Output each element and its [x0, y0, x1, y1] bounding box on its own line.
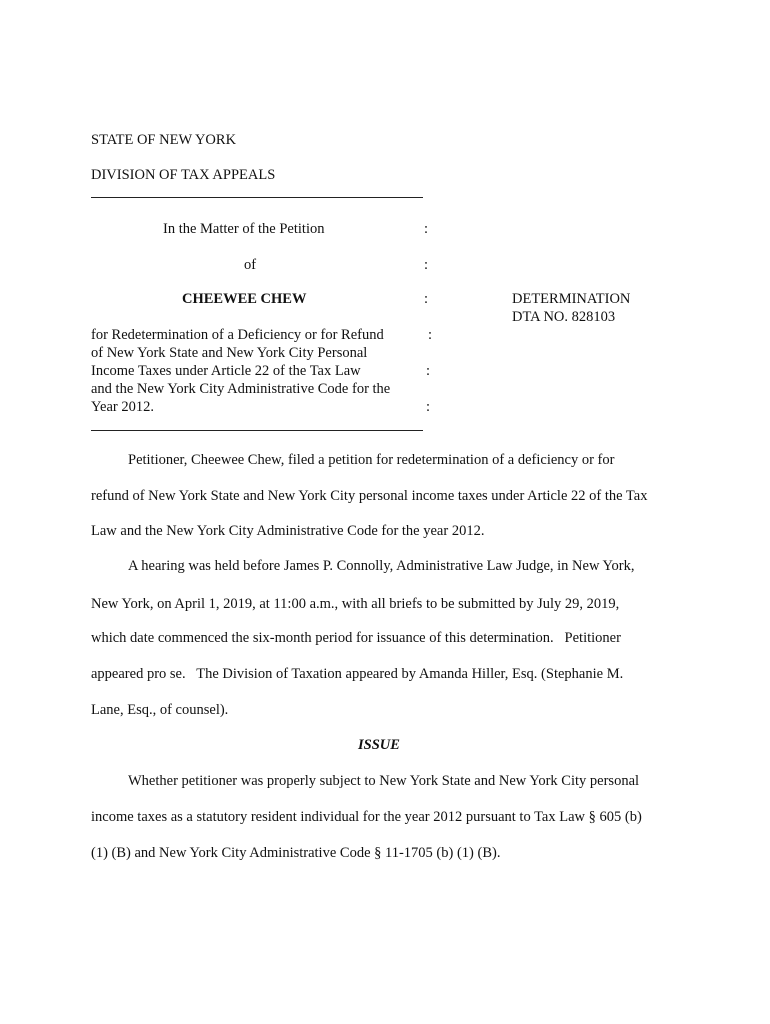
paragraph-line: New York, on April 1, 2019, at 11:00 a.m., with all briefs to be submitted by July 29, 2019,	[91, 596, 620, 612]
paragraph-line: Petitioner, Cheewee Chew, filed a petition for redetermination of a deficiency or for	[128, 452, 615, 468]
purpose-line: and the New York City Administrative Code for the	[91, 381, 391, 397]
purpose-line: for Redetermination of a Deficiency or for Refund	[91, 327, 384, 343]
paragraph-line: A hearing was held before James P. Connolly, Administrative Law Judge, in New York,	[128, 558, 635, 574]
division-heading: DIVISION OF TAX APPEALS	[91, 167, 276, 183]
paragraph-line: appeared pro se. The Division of Taxation appeared by Amanda Hiller, Esq. (Stephanie M.	[91, 666, 624, 682]
matter-line: In the Matter of the Petition	[163, 221, 325, 237]
caption-colon: :	[426, 399, 431, 415]
caption-colon: :	[426, 363, 431, 379]
purpose-line: Year 2012.	[91, 399, 154, 415]
petitioner-name: CHEEWEE CHEW	[182, 291, 307, 307]
caption-colon: :	[424, 221, 429, 237]
paragraph-line: Whether petitioner was properly subject to New York State and New York City personal	[128, 773, 640, 789]
issue-heading: ISSUE	[358, 737, 400, 753]
state-heading: STATE OF NEW YORK	[91, 132, 237, 148]
purpose-line: Income Taxes under Article 22 of the Tax Law	[91, 363, 361, 379]
paragraph-line: Lane, Esq., of counsel).	[91, 702, 229, 718]
paragraph-line: Law and the New York City Administrative Code for the year 2012.	[91, 523, 485, 539]
caption-top-rule	[91, 197, 423, 198]
determination-label: DETERMINATION	[512, 291, 631, 307]
purpose-line: of New York State and New York City Personal	[91, 345, 368, 361]
caption-colon: :	[428, 327, 433, 343]
dta-number: DTA NO. 828103	[512, 309, 616, 325]
paragraph-line: income taxes as a statutory resident individual for the year 2012 pursuant to Tax Law § 605 (b)	[91, 809, 642, 825]
paragraph-line: which date commenced the six-month period for issuance of this determination. Petitioner	[91, 630, 621, 646]
caption-bottom-rule	[91, 430, 423, 431]
caption-colon: :	[424, 257, 429, 273]
paragraph-line: refund of New York State and New York City personal income taxes under Article 22 of the Tax	[91, 488, 648, 504]
paragraph-line: (1) (B) and New York City Administrative Code § 11-1705 (b) (1) (B).	[91, 845, 501, 861]
caption-colon: :	[424, 291, 429, 307]
of-line: of	[244, 257, 257, 273]
